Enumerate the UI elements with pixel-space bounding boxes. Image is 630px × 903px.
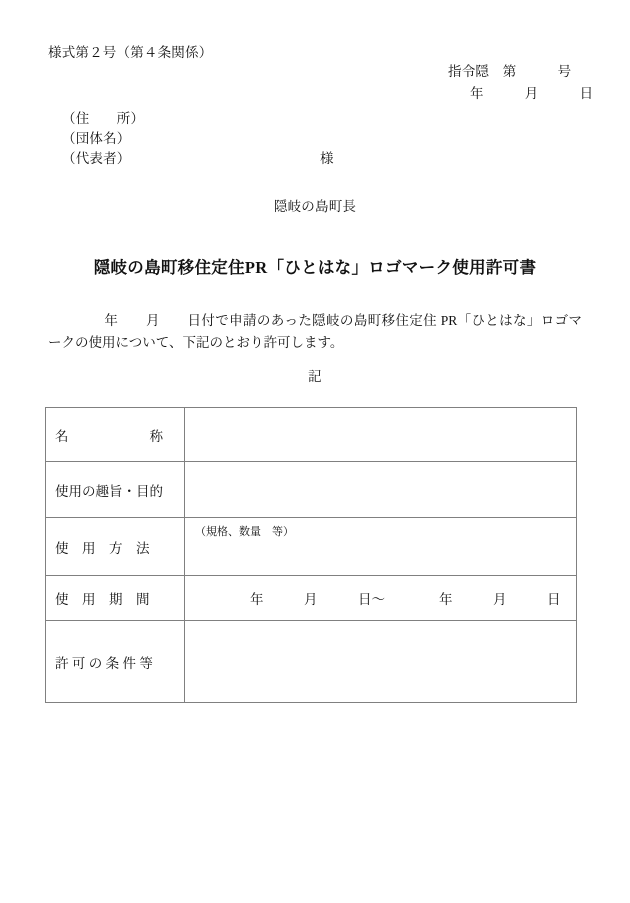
row-period-dates: 年 月 日～ 年 月 日 xyxy=(250,592,561,607)
page-title: 隠岐の島町移住定住PR「ひとはな」ロゴマーク使用許可書 xyxy=(93,258,537,277)
permit-details-table xyxy=(45,407,577,703)
addressee-organization-label: （団体名） xyxy=(62,131,131,146)
table-row xyxy=(46,518,577,576)
body-paragraph-text: 年 月 日付で申請のあった隠岐の島町移住定住 PR「ひとはな」ロゴマークの使用について、下記のとおり許可します。 xyxy=(48,313,582,350)
row-label-conditions: 許 可 の 条 件 等 xyxy=(46,621,185,703)
form-number: 様式第２号（第４条関係） xyxy=(48,45,213,60)
ki-marker: 記 xyxy=(308,369,322,384)
addressee-address-label: （住 所） xyxy=(62,111,145,126)
table-row xyxy=(46,576,577,621)
table-row xyxy=(46,621,577,703)
row-note-purpose xyxy=(195,462,576,467)
table-row xyxy=(46,408,577,462)
row-value-period[interactable] xyxy=(185,576,577,621)
row-note-method: （規格、数量 等） xyxy=(195,526,294,538)
row-value-method[interactable] xyxy=(185,518,577,576)
row-label-name: 名 称 xyxy=(46,408,185,462)
row-value-conditions[interactable] xyxy=(185,621,577,703)
row-label-period: 使 用 期 間 xyxy=(46,576,185,621)
addressee-honorific: 様 xyxy=(320,151,334,166)
document-number: 指令隠 第 号 xyxy=(448,64,572,79)
row-note-name xyxy=(195,408,576,413)
body-paragraph xyxy=(48,310,582,354)
row-note-conditions xyxy=(195,621,576,626)
row-value-name[interactable] xyxy=(185,408,577,462)
issuer-name: 隠岐の島町長 xyxy=(273,199,357,214)
row-value-purpose[interactable] xyxy=(185,462,577,518)
table-row xyxy=(46,462,577,518)
row-label-method: 使 用 方 法 xyxy=(46,518,185,576)
row-label-purpose: 使用の趣旨・目的 xyxy=(46,462,185,518)
addressee-representative-label: （代表者） xyxy=(62,151,131,166)
document-date: 年 月 日 xyxy=(470,86,594,101)
